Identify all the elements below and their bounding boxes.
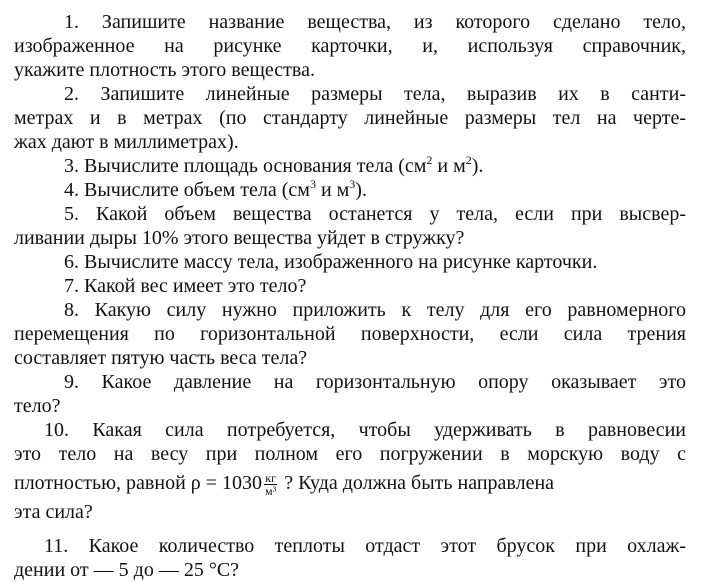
item-5 (14, 202, 686, 250)
item-10-line-2: это тело на весу при полном его погружении в морскую воду с (14, 443, 686, 465)
item-11-line-2: дении от — 5 до — 25 °С? (14, 559, 240, 581)
item-4 (14, 178, 686, 202)
item-4-sup-1: 3 (309, 177, 316, 191)
item-1-line-3: укажите плотность этого вещества. (14, 59, 315, 81)
item-8-line-2: перемещения по горизонтальной поверхности, если сила трения (14, 323, 686, 345)
item-7 (14, 274, 686, 298)
item-10 (14, 418, 686, 524)
item-6 (14, 250, 686, 274)
item-4-text-post: ). (355, 179, 367, 201)
item-10-text-pre: плотностью, равной ρ = 1030 (14, 472, 263, 494)
item-3-text-mid: и м (432, 155, 466, 177)
item-9-line-2: тело? (14, 395, 61, 417)
item-2-line-3: жах дают в миллиметрах). (14, 131, 239, 153)
item-2 (14, 82, 686, 154)
item-5-line-2: ливании дыры 10% этого вещества уйдет в стружку? (14, 227, 465, 249)
spacer (14, 524, 686, 534)
item-1-line-1: 1. Запишите название вещества, из которого сделано тело, (64, 11, 686, 33)
item-2-line-1: 2. Запишите линейные размеры тела, выразив их в санти- (64, 83, 686, 105)
item-2-line-2: метрах и в метрах (по стандарту линейные размеры тел на черте- (14, 107, 686, 129)
item-6-line-1: 6. Вычислите массу тела, изображенного на рисунке карточки. (64, 251, 598, 273)
fraction-denominator: м³ (265, 483, 277, 498)
item-3-sup-2: 2 (465, 153, 472, 167)
item-9-line-1: 9. Какое давление на горизонтальную опору оказывает это (64, 371, 686, 393)
item-4-text-pre: 4. Вычислите объем тела (см (64, 179, 310, 201)
item-1 (14, 10, 686, 82)
item-3-text-pre: 3. Вычислите площадь основания тела (см (64, 155, 427, 177)
item-10-line-4: эта сила? (14, 501, 93, 523)
item-8-line-1: 8. Какую силу нужно приложить к телу для его равномерного (64, 299, 686, 321)
document-page (14, 10, 686, 582)
item-8 (14, 298, 686, 370)
item-4-sup-2: 3 (349, 177, 356, 191)
item-10-text-post: ? Куда должна быть направлена (284, 472, 555, 494)
item-4-text-mid: и м (315, 179, 350, 201)
item-11-line-1: 11. Какое количество теплоты отдаст этот брусок при охлаж- (44, 535, 686, 557)
item-3-text-post: ). (471, 155, 484, 177)
item-4-line-1 (14, 178, 686, 202)
item-7-line-1: 7. Какой вес имеет это тело? (64, 275, 307, 297)
item-3-line-1 (14, 154, 686, 178)
item-11 (14, 534, 686, 582)
item-8-line-3: составляет пятую часть веса тела? (14, 347, 308, 369)
item-3-sup-1: 2 (426, 153, 433, 167)
item-1-line-2: изображенное на рисунке карточки, и, используя справочник, (14, 35, 686, 57)
fraction-numerator: кг (265, 470, 277, 485)
item-3 (14, 154, 686, 178)
item-5-line-1: 5. Какой объем вещества останется у тела, если при высвер- (64, 203, 686, 225)
item-10-line-3 (14, 466, 686, 500)
item-10-line-1: 10. Какая сила потребуется, чтобы удерживать в равновесии (44, 419, 686, 441)
density-unit-fraction (264, 472, 277, 497)
item-9 (14, 370, 686, 418)
